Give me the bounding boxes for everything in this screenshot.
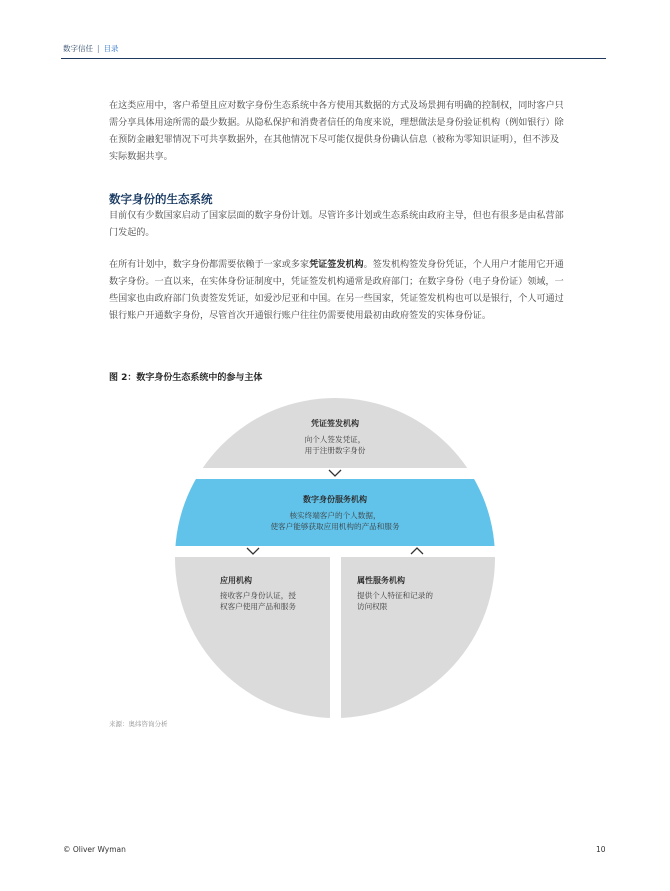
chevron-down-icon — [247, 548, 259, 554]
provider-desc-2: 使客户能够获取应用机构的产品和服务 — [270, 522, 400, 531]
figure-source: 来源：奥纬咨询分析 — [109, 720, 168, 728]
app-desc-1: 接收客户身份认证，授 — [220, 591, 296, 600]
app-desc-2: 权客户使用产品和服务 — [220, 602, 296, 611]
attr-desc-1: 提供个人特征和记录的 — [357, 591, 433, 600]
attr-title: 属性服务机构 — [357, 576, 405, 585]
toc-link[interactable]: 目录 — [103, 44, 119, 53]
footer-copyright: © Oliver Wyman — [63, 845, 126, 854]
app-title: 应用机构 — [220, 576, 252, 585]
paragraph-3-part-2: 。签发机构签发身份凭证，个人用户才能用它开通数字身份。一直以来，在实体身份证制度中，凭证签发机构通常是政府部门；在数字身份（电子身份证）领域，一些国家也由政府部门负责签发凭证，如爱沙尼亚和中国。在另一些国家，凭证签发机构也可以是银行，个人可通过银行账户开通数字身份，尽管首次开通银行账户往往仍需要使用最初由政府签发的实体身份证。 — [109, 260, 564, 321]
chevron-up-icon — [411, 548, 423, 554]
chevron-down-icon — [329, 470, 341, 476]
issuer-desc-1: 向个人签发凭证， — [304, 435, 366, 444]
issuer-desc-2: 用于注册数字身份 — [304, 446, 366, 455]
intro-paragraph: 在这类应用中，客户希望且应对数字身份生态系统中各方使用其数据的方式及场景拥有明确的控制权，同时客户只需分享具体用途所需的最少数据。从隐私保护和消费者信任的角度来说，理想做法是身份验证机构（例如银行）除在预防金融犯罪情况下可共享数据外，在其他情况下尽可能仅提供身份确认信息（被称为零知识证明），但不涉及实际数据共享。 — [109, 101, 564, 162]
paragraph-3-part-1: 在所有计划中，数字身份都需要依赖于一家或多家 — [109, 260, 310, 270]
provider-title: 数字身份服务机构 — [303, 495, 367, 504]
issuer-title: 凭证签发机构 — [311, 419, 359, 428]
header-divider: | — [97, 44, 100, 53]
header-section-label: 数字信任 — [63, 44, 93, 53]
figure-title: 图 2：数字身份生态系统中的参与主体 — [109, 373, 263, 383]
paragraph-2: 目前仅有少数国家启动了国家层面的数字身份计划。尽管许多计划或生态系统由政府主导，但也有很多是由私营部门发起的。 — [109, 211, 564, 238]
paragraph-3-bold: 凭证签发机构 — [309, 260, 364, 270]
attr-desc-2: 访问权限 — [357, 602, 388, 611]
issuer-segment — [170, 395, 500, 468]
page-number: 10 — [596, 845, 606, 854]
provider-desc-1: 核实终端客户的个人数据， — [289, 511, 381, 520]
section-heading: 数字身份的生态系统 — [109, 192, 213, 206]
